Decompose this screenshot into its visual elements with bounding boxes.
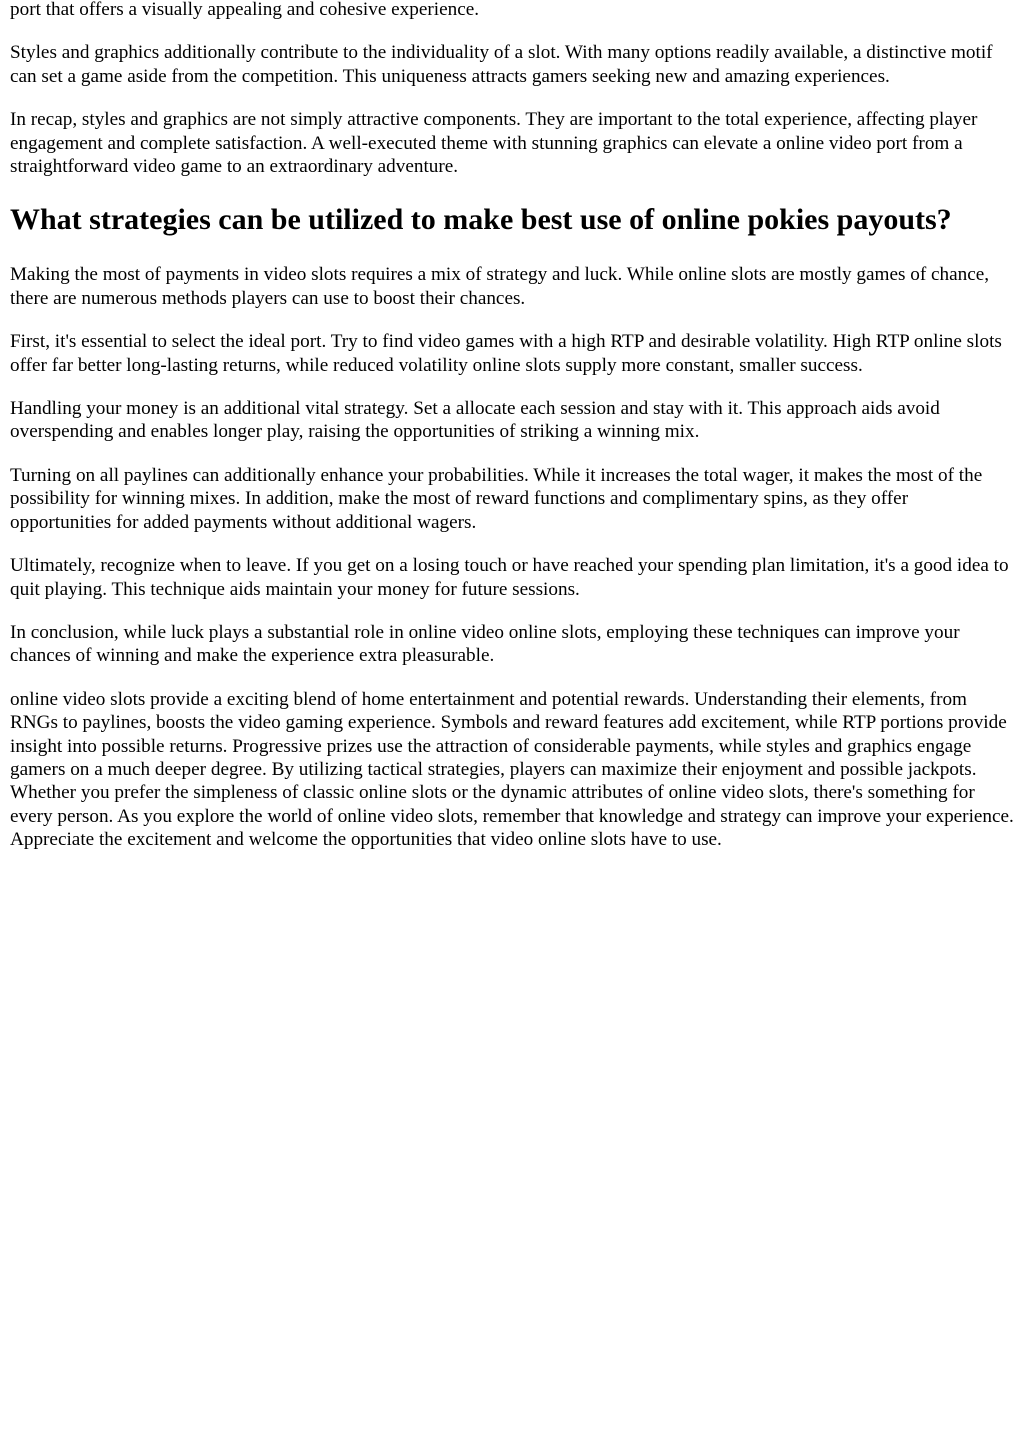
paragraph-port-fragment: port that offers a visually appealing and cohesive experience. (10, 0, 480, 20)
paragraph-when-to-leave: Ultimately, recognize when to leave. If you get on a losing touch or have reached your spending plan limitation, it's a good idea to quit playing. This technique aids maintain your money for future sessions. (10, 555, 1009, 600)
section-heading: What strategies can be utilized to make best use of online pokies payouts? (10, 203, 952, 237)
paragraph-styles-individuality: Styles and graphics additionally contribute to the individuality of a slot. With many options readily available, a distinctive motif can set a game aside from the competition. This uniqueness attracts gamers seeking new and amazing experiences. (10, 42, 993, 87)
paragraph-payments-strategy: Making the most of payments in video slots requires a mix of strategy and luck. While online slots are mostly games of chance, there are numerous methods players can use to boost their chances. (10, 264, 990, 309)
paragraph-select-port: First, it's essential to select the ideal port. Try to find video games with a high RTP and desirable volatility. High RTP online slots offer far better long-lasting returns, while reduced volatility online slots supply more constant, smaller success. (10, 331, 1002, 376)
paragraph-summary: online video slots provide a exciting blend of home entertainment and potential rewards. Understanding their elements, from RNGs to paylines, boosts the video gaming experience. Symbols and reward features add excitement, while RTP portions provide insight into possible returns. Progressive prizes use the attraction of considerable payments, while styles and graphics engage gamers on a much deeper degree. By utilizing tactical strategies, players can maximize their enjoyment and possible jackpots. Whether you prefer the simpleness of classic online slots or the dynamic attributes of online video slots, there's something for every person. As you explore the world of online video slots, remember that knowledge and strategy can improve your experience. Appreciate the excitement and welcome the opportunities that video online slots have to use. (10, 688, 1014, 851)
paragraph-money-management: Handling your money is an additional vital strategy. Set a allocate each session and stay with it. This approach aids avoid overspending and enables longer play, raising the opportunities of striking a winning mix. (10, 398, 940, 443)
paragraph-styles-recap: In recap, styles and graphics are not simply attractive components. They are important to the total experience, affecting player engagement and complete satisfaction. A well-executed theme with stunning graphics can elevate a online video port from a straightforward video game to an extraordinary adventure. (10, 109, 978, 178)
paragraph-conclusion: In conclusion, while luck plays a substantial role in online video online slots, employing these techniques can improve your chances of winning and make the experience extra pleasurable. (10, 621, 960, 667)
paragraph-paylines: Turning on all paylines can additionally enhance your probabilities. While it increases the total wager, it makes the most of the possibility for winning mixes. In addition, make the most of reward functions and complimentary spins, as they offer opportunities for added payments without additional wagers. (10, 464, 983, 533)
article-body (10, 0, 1014, 852)
